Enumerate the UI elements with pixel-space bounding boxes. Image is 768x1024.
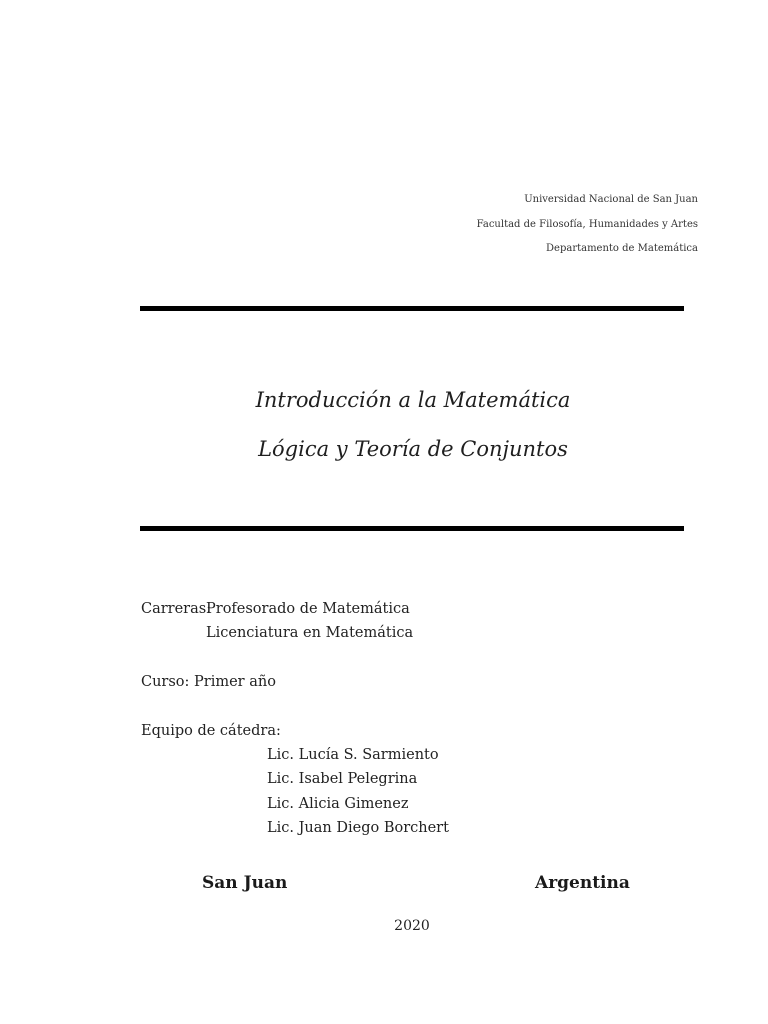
location-city: San Juan (202, 873, 288, 893)
publication-year: 2020 (394, 918, 430, 934)
team-member: Lic. Alicia Gimenez (267, 796, 409, 812)
faculty-name: Facultad de Filosofía, Humanidades y Artes (476, 219, 698, 230)
bottom-rule (140, 526, 684, 531)
title-main: Introducción a la Matemática (255, 388, 571, 412)
team-member: Lic. Isabel Pelegrina (267, 771, 418, 787)
university-name: Universidad Nacional de San Juan (524, 194, 698, 205)
team-label: Equipo de cátedra: (141, 723, 281, 739)
team-member: Lic. Juan Diego Borchert (267, 820, 449, 836)
course-text: Curso: Primer año (141, 674, 276, 690)
career-item: Licenciatura en Matemática (206, 625, 414, 641)
department-name: Departamento de Matemática (546, 243, 698, 254)
careers-label: Carreras: (141, 601, 212, 617)
career-item: Profesorado de Matemática (206, 601, 410, 617)
location-country: Argentina (535, 873, 630, 893)
team-member: Lic. Lucía S. Sarmiento (267, 747, 439, 763)
top-rule (140, 306, 684, 311)
title-subtitle: Lógica y Teoría de Conjuntos (258, 437, 568, 461)
